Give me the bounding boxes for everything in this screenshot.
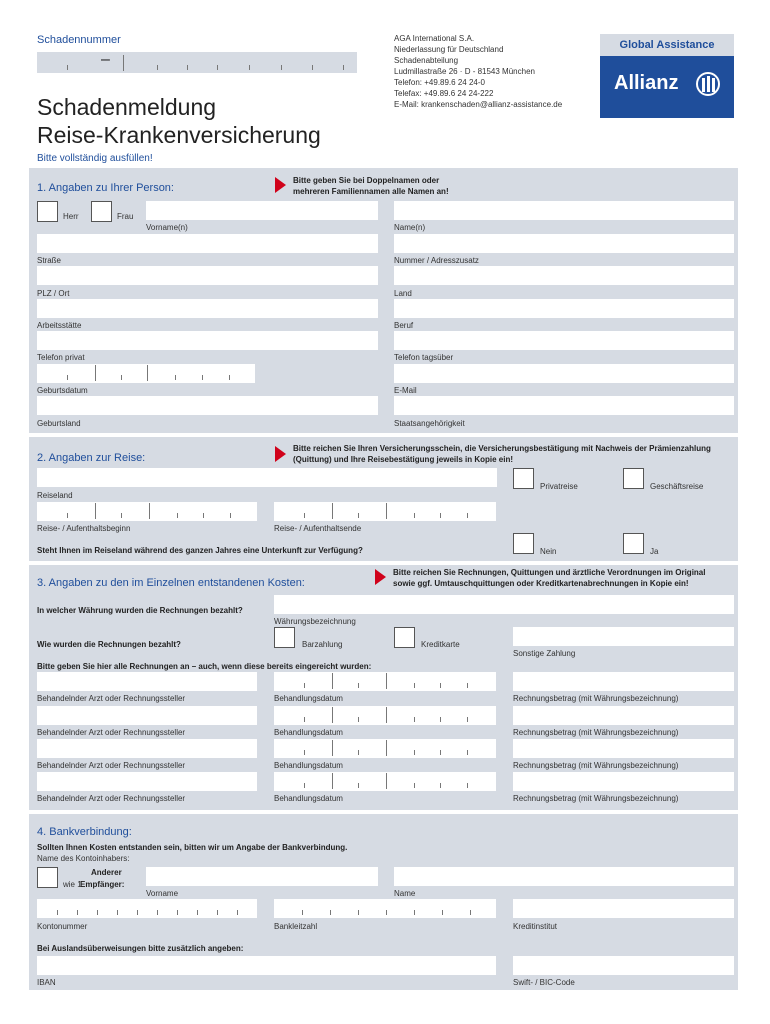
arbeitsstaette-label: Arbeitsstätte: [37, 321, 82, 330]
wie1-checkbox[interactable]: [37, 867, 58, 888]
kreditinstitut-label: Kreditinstitut: [513, 922, 558, 931]
allianz-eagle-icon: [696, 72, 720, 96]
bankleitzahl-field[interactable]: [274, 899, 496, 918]
invoice-arzt-field[interactable]: [37, 772, 257, 791]
vorname-field[interactable]: [146, 201, 378, 220]
name-label: Name(n): [394, 223, 426, 232]
invoice-betrag-field[interactable]: [513, 739, 734, 758]
section-1-note: Bitte geben Sie bei Doppelnamen oder mehreren Familiennamen alle Namen an!: [293, 176, 449, 196]
section-2-note: Bitte reichen Sie Ihren Versicherungsschein, die Versicherungsbestätigung mit Nachweis der Prämienzahlung (Quittung) und Ihre Reisebestätigung jeweils in Kopie ein!: [293, 444, 711, 464]
invoice-betrag-field[interactable]: [513, 672, 734, 691]
invoice-arzt-label: Behandelnder Arzt oder Rechnungssteller: [37, 694, 186, 703]
privatreise-label: Privatreise: [540, 482, 578, 491]
account-holder-label: Name des Kontoinhabers:: [37, 854, 130, 863]
invoice-arzt-field[interactable]: [37, 706, 257, 725]
geburtsland-label: Geburtsland: [37, 419, 81, 428]
swift-field[interactable]: [513, 956, 734, 975]
kontonummer-field[interactable]: [37, 899, 257, 918]
ja-label: Ja: [650, 547, 659, 556]
reiseland-label: Reiseland: [37, 491, 73, 500]
section-4-title: 4. Bankverbindung:: [37, 826, 132, 838]
reisebeginn-label: Reise- / Aufenthaltsbeginn: [37, 524, 131, 533]
kreditkarte-checkbox[interactable]: [394, 627, 415, 648]
invoice-datum-label: Behandlungsdatum: [274, 761, 343, 770]
invoice-datum-label: Behandlungsdatum: [274, 728, 343, 737]
invoice-betrag-label: Rechnungsbetrag (mit Währungsbezeichnung): [513, 794, 679, 803]
invoice-datum-field[interactable]: [274, 672, 496, 691]
barzahlung-checkbox[interactable]: [274, 627, 295, 648]
ja-checkbox[interactable]: [623, 533, 644, 554]
unterkunft-question: Steht Ihnen im Reiseland während des ganzen Jahres eine Unterkunft zur Verfügung?: [37, 546, 363, 555]
reisebeginn-field[interactable]: [37, 502, 257, 521]
invoice-betrag-label: Rechnungsbetrag (mit Währungsbezeichnung): [513, 694, 679, 703]
name-field[interactable]: [394, 201, 734, 220]
logo-main: Allianz: [600, 56, 734, 118]
reiseland-field[interactable]: [37, 468, 497, 487]
email-field[interactable]: [394, 364, 734, 383]
auslands-instruction: Bei Auslandsüberweisungen bitte zusätzlich angeben:: [37, 944, 244, 953]
bankleitzahl-label: Bankleitzahl: [274, 922, 318, 931]
geburtsdatum-field[interactable]: [37, 364, 255, 383]
section-3-note: Bitte reichen Sie Rechnungen, Quittungen und ärztliche Verordnungen im Original sowie ggf. Umtauschquittungen oder Kreditkartenabrechnungen in Kopie ein!: [393, 568, 706, 588]
invoice-datum-field[interactable]: [274, 739, 496, 758]
nein-label: Nein: [540, 547, 557, 556]
tel-privat-field[interactable]: [37, 331, 378, 350]
invoice-arzt-label: Behandelnder Arzt oder Rechnungssteller: [37, 761, 186, 770]
bank-vorname-label: Vorname: [146, 889, 179, 898]
section-1-title: 1. Angaben zu Ihrer Person:: [37, 182, 174, 194]
arrow-icon: [375, 569, 386, 585]
beruf-label: Beruf: [394, 321, 414, 330]
geschaeftsreise-checkbox[interactable]: [623, 468, 644, 489]
geburtsdatum-label: Geburtsdatum: [37, 386, 88, 395]
strasse-field[interactable]: [37, 234, 378, 253]
invoice-instruction: Bitte geben Sie hier alle Rechnungen an – auch, wenn diese bereits eingereicht wurden:: [37, 662, 372, 671]
invoice-arzt-label: Behandelnder Arzt oder Rechnungssteller: [37, 728, 186, 737]
payment-question: Wie wurden die Rechnungen bezahlt?: [37, 640, 181, 649]
swift-label: Swift- / BIC-Code: [513, 978, 575, 987]
arbeitsstaette-field[interactable]: [37, 299, 378, 318]
kreditinstitut-field[interactable]: [513, 899, 734, 918]
company-address: AGA International S.A. Niederlassung für Deutschland Schadenabteilung Ludmillastraße 26 · D - 81543 München Telefon: +49.89.6 24 24-0 Telefax: +49.89.6 24 24-222 E-Mail: krankenschaden@allianz-assistance.de: [394, 34, 563, 109]
wie1-label: wie 1.: [63, 880, 84, 889]
nummer-label: Nummer / Adresszusatz: [394, 256, 479, 265]
invoice-betrag-label: Rechnungsbetrag (mit Währungsbezeichnung): [513, 728, 679, 737]
invoice-arzt-field[interactable]: [37, 739, 257, 758]
invoice-datum-label: Behandlungsdatum: [274, 694, 343, 703]
kreditkarte-label: Kreditkarte: [421, 640, 460, 649]
currency-label: Währungsbezeichnung: [274, 617, 356, 626]
herr-label: Herr: [63, 212, 79, 221]
email-label: E-Mail: [394, 386, 417, 395]
claim-number-label: Schadennummer: [37, 34, 121, 46]
allianz-logo: [600, 34, 734, 118]
iban-field[interactable]: [37, 956, 496, 975]
invoice-arzt-field[interactable]: [37, 672, 257, 691]
section-4-note: Sollten Ihnen Kosten entstanden sein, bitten wir um Angabe der Bankverbindung.: [37, 843, 348, 852]
arrow-icon: [275, 177, 286, 193]
plz-field[interactable]: [37, 266, 378, 285]
nein-checkbox[interactable]: [513, 533, 534, 554]
iban-label: IBAN: [37, 978, 56, 987]
claim-number-field[interactable]: [37, 52, 357, 73]
staatsangehoerigkeit-field[interactable]: [394, 396, 734, 415]
bank-name-field[interactable]: [394, 867, 734, 886]
currency-field[interactable]: [274, 595, 734, 614]
land-field[interactable]: [394, 266, 734, 285]
tel-privat-label: Telefon privat: [37, 353, 85, 362]
strasse-label: Straße: [37, 256, 62, 265]
currency-question: In welcher Währung wurden die Rechnungen bezahlt?: [37, 606, 243, 615]
invoice-datum-field[interactable]: [274, 772, 496, 791]
vorname-label: Vorname(n): [146, 223, 188, 232]
subtitle: Bitte vollständig ausfüllen!: [37, 153, 153, 164]
sonstige-label: Sonstige Zahlung: [513, 649, 576, 658]
bank-name-label: Name: [394, 889, 416, 898]
tel-tag-label: Telefon tagsüber: [394, 353, 454, 362]
page-title: Schadenmeldung Reise-Krankenversicherung: [37, 94, 321, 148]
invoice-datum-field[interactable]: [274, 706, 496, 725]
section-2-title: 2. Angaben zur Reise:: [37, 452, 146, 464]
geschaeftsreise-label: Geschäftsreise: [650, 482, 704, 491]
geburtsland-field[interactable]: [37, 396, 378, 415]
anderer-label: Anderer: [91, 868, 122, 877]
arrow-icon: [275, 446, 286, 462]
kontonummer-label: Kontonummer: [37, 922, 88, 931]
plz-label: PLZ / Ort: [37, 289, 70, 298]
invoice-betrag-field[interactable]: [513, 772, 734, 791]
sonstige-field[interactable]: [513, 627, 734, 646]
tel-tag-field[interactable]: [394, 331, 734, 350]
frau-label: Frau: [117, 212, 134, 221]
section-3-title: 3. Angaben zu den im Einzelnen entstandenen Kosten:: [37, 577, 305, 589]
bank-vorname-field[interactable]: [146, 867, 378, 886]
barzahlung-label: Barzahlung: [302, 640, 343, 649]
invoice-betrag-label: Rechnungsbetrag (mit Währungsbezeichnung): [513, 761, 679, 770]
invoice-datum-label: Behandlungsdatum: [274, 794, 343, 803]
empfaenger-label: Empfänger:: [80, 880, 125, 889]
privatreise-checkbox[interactable]: [513, 468, 534, 489]
invoice-betrag-field[interactable]: [513, 706, 734, 725]
herr-checkbox[interactable]: [37, 201, 58, 222]
nummer-field[interactable]: [394, 234, 734, 253]
claim-number-dash: –: [101, 51, 110, 68]
beruf-field[interactable]: [394, 299, 734, 318]
land-label: Land: [394, 289, 412, 298]
frau-checkbox[interactable]: [91, 201, 112, 222]
reiseende-label: Reise- / Aufenthaltsende: [274, 524, 362, 533]
reiseende-field[interactable]: [274, 502, 496, 521]
staatsangehoerigkeit-label: Staatsangehörigkeit: [394, 419, 465, 428]
invoice-arzt-label: Behandelnder Arzt oder Rechnungssteller: [37, 794, 186, 803]
logo-top-band: Global Assistance: [600, 34, 734, 56]
